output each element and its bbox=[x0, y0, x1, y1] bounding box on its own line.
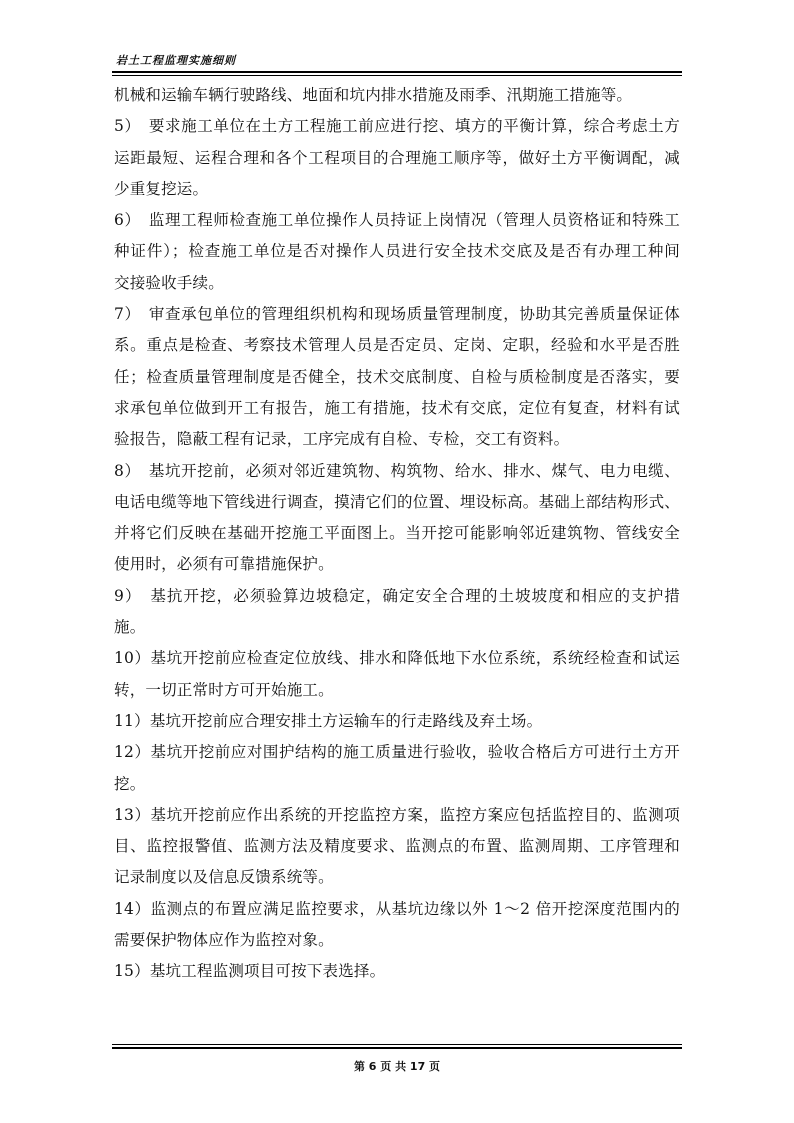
text-line: 14）监测点的布置应满足监控要求，从基坑边缘以外 1～2 倍开挖深度范围内的 bbox=[114, 899, 680, 918]
text-line: 记录制度以及信息反馈系统等。 bbox=[114, 868, 334, 887]
text-line: 交接验收手续。 bbox=[114, 273, 224, 292]
text-line: 机械和运输车辆行驶路线、地面和坑内排水措施及雨季、汛期施工措施等。 bbox=[114, 86, 633, 104]
document-header-title: 岩土工程监理实施细则 bbox=[116, 54, 236, 67]
text-line: 挖。 bbox=[114, 774, 146, 793]
text-line: 验报告，隐蔽工程有记录，工序完成有自检、专检，交工有资料。 bbox=[114, 430, 570, 449]
text-line: 6） 监理工程师检查施工单位操作人员持证上岗情况（管理人员资格证和特殊工 bbox=[114, 211, 680, 230]
text-line: 求承包单位做到开工有报告，施工有措施，技术有交底，定位有复查，材料有试 bbox=[114, 398, 680, 417]
text-line: 需要保护物体应作为监控对象。 bbox=[114, 931, 334, 950]
footer-rule-thick bbox=[112, 1047, 682, 1049]
text-line: 运距最短、运程合理和各个工程项目的合理施工顺序等，做好土方平衡调配，减 bbox=[114, 148, 680, 167]
text-line: 5） 要求施工单位在土方工程施工前应进行挖、填方的平衡计算，综合考虑土方 bbox=[114, 117, 680, 136]
text-line: 9） 基抗开挖，必须验算边坡稳定，确定安全合理的土坡坡度和相应的支护措 bbox=[114, 586, 680, 605]
text-line: 7） 审查承包单位的管理组织机构和现场质量管理制度，协助其完善质量保证体 bbox=[114, 305, 680, 324]
text-line: 15）基坑工程监测项目可按下表选择。 bbox=[114, 962, 386, 981]
text-line: 使用时，必须有可靠措施保护。 bbox=[114, 555, 334, 574]
text-line: 12）基坑开挖前应对围护结构的施工质量进行验收，验收合格后方可进行土方开 bbox=[114, 743, 680, 762]
document-body bbox=[114, 80, 680, 988]
page-number: 第 6 页 共 17 页 bbox=[353, 1060, 441, 1073]
footer-rule-thin bbox=[112, 1044, 682, 1045]
header-rule-thick bbox=[112, 71, 682, 73]
text-line: 种证件）；检查施工单位是否对操作人员进行安全技术交底及是否有办理工种间 bbox=[114, 242, 680, 261]
text-line: 转，一切正常时方可开始施工。 bbox=[114, 680, 334, 699]
text-line: 11）基坑开挖前应合理安排土方运输车的行走路线及弃土场。 bbox=[114, 711, 543, 730]
text-line: 并将它们反映在基础开挖施工平面图上。当开挖可能影响邻近建筑物、管线安全 bbox=[114, 524, 680, 543]
text-line: 施。 bbox=[114, 618, 146, 637]
text-line: 目、监控报警值、监测方法及精度要求、监测点的布置、监测周期、工序管理和 bbox=[114, 837, 680, 856]
text-line: 系。重点是检查、考察技术管理人员是否定员、定岗、定职，经验和水平是否胜 bbox=[114, 336, 680, 355]
text-line: 10）基坑开挖前应检查定位放线、排水和降低地下水位系统，系统经检查和试运 bbox=[114, 649, 680, 668]
text-line: 8） 基坑开挖前，必须对邻近建筑物、构筑物、给水、排水、煤气、电力电缆、 bbox=[114, 461, 680, 480]
header-rule-thin bbox=[112, 75, 682, 76]
text-line: 电话电缆等地下管线进行调查，摸清它们的位置、埋设标高。基础上部结构形式、 bbox=[114, 492, 680, 511]
text-line: 13）基坑开挖前应作出系统的开挖监控方案，监控方案应包括监控目的、监测项 bbox=[114, 805, 680, 824]
text-line: 少重复挖运。 bbox=[114, 179, 209, 198]
text-line: 任；检查质量管理制度是否健全，技术交底制度、自检与质检制度是否落实，要 bbox=[114, 367, 680, 386]
